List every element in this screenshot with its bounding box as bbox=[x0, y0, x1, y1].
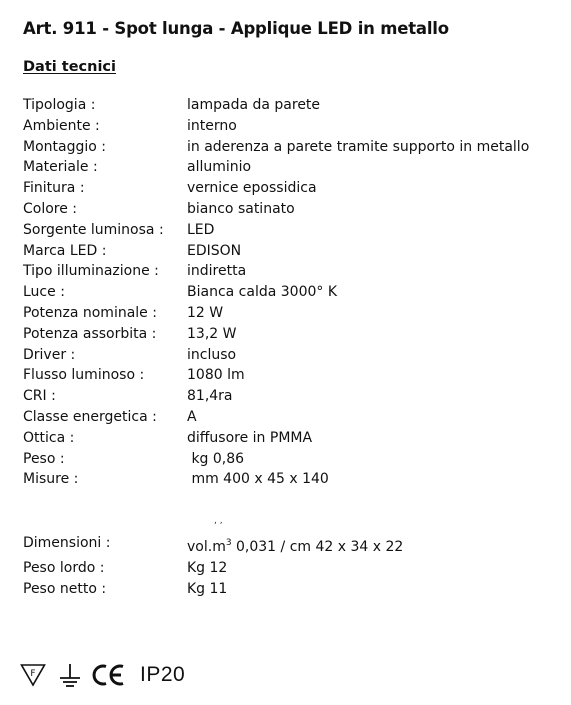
value-prefix: vol.m bbox=[187, 539, 226, 555]
spec-label: Sorgente luminosa : bbox=[23, 221, 164, 238]
spec-label: Flusso luminoso : bbox=[23, 367, 145, 384]
spec-row bbox=[23, 178, 529, 199]
spec-row bbox=[23, 220, 529, 241]
spec-label: CRI : bbox=[23, 388, 56, 405]
spec-value: kg 0,86 bbox=[187, 450, 245, 467]
spec-row bbox=[23, 157, 529, 178]
spec-row bbox=[23, 241, 529, 262]
spec-label: Materiale : bbox=[23, 159, 98, 176]
spec-label: Tipo illuminazione : bbox=[23, 263, 159, 280]
spec-row bbox=[23, 261, 529, 282]
spec-value: indiretta bbox=[187, 263, 247, 280]
spec-value: vernice epossidica bbox=[187, 180, 317, 197]
spec-row bbox=[23, 449, 529, 470]
spec-value: bianco satinato bbox=[187, 200, 295, 217]
svg-text:F: F bbox=[30, 669, 36, 679]
spec-label: Classe energetica : bbox=[23, 408, 157, 425]
spec-label: Peso : bbox=[23, 450, 65, 467]
spec-value: alluminio bbox=[187, 159, 252, 176]
spec-value: 81,4ra bbox=[187, 388, 233, 405]
spec-row bbox=[23, 428, 529, 449]
packaging-row-peso-netto bbox=[23, 579, 403, 600]
spec-label: Marca LED : bbox=[23, 242, 107, 259]
packaging-table bbox=[23, 533, 403, 599]
spec-label: Ottica : bbox=[23, 429, 75, 446]
spec-value: lampada da parete bbox=[187, 97, 321, 113]
spec-value: Kg 11 bbox=[187, 580, 228, 597]
spec-table bbox=[23, 95, 529, 490]
spec-row bbox=[23, 469, 529, 490]
spec-label: Ambiente : bbox=[23, 117, 100, 134]
value-suffix: 0,031 / cm 42 x 34 x 22 bbox=[231, 539, 404, 555]
spec-value: in aderenza a parete tramite supporto in metallo bbox=[187, 138, 530, 155]
spec-value: 13,2 W bbox=[187, 325, 237, 342]
value-superscript: 3 bbox=[225, 538, 232, 548]
spec-row bbox=[23, 386, 529, 407]
ip-rating: IP20 bbox=[140, 663, 186, 686]
spec-row bbox=[23, 199, 529, 220]
spec-value: interno bbox=[187, 117, 237, 134]
spec-value: mm 400 x 45 x 140 bbox=[187, 471, 329, 488]
page-title: Art. 911 - Spot lunga - Applique LED in metallo bbox=[23, 19, 449, 38]
packaging-row-peso-lordo bbox=[23, 558, 403, 579]
certification-marks bbox=[20, 658, 185, 692]
ce-mark-icon bbox=[92, 663, 126, 687]
spec-value: EDISON bbox=[187, 242, 242, 259]
packaging-row-dimensioni bbox=[23, 533, 403, 558]
spec-value: Kg 12 bbox=[187, 559, 228, 576]
spec-row bbox=[23, 345, 529, 366]
section-title: Dati tecnici bbox=[23, 59, 116, 75]
spec-label: Peso lordo : bbox=[23, 559, 105, 576]
spec-value: incluso bbox=[187, 346, 237, 363]
spec-label: Driver : bbox=[23, 346, 76, 363]
stray-mark: , , bbox=[214, 516, 223, 526]
spec-label: Tipologia : bbox=[23, 97, 96, 113]
spec-row bbox=[23, 137, 529, 158]
spec-row bbox=[23, 116, 529, 137]
spec-label: Montaggio : bbox=[23, 138, 106, 155]
spec-label: Luce : bbox=[23, 284, 65, 301]
spec-value bbox=[187, 533, 403, 558]
spec-label: Potenza assorbita : bbox=[23, 325, 157, 342]
spec-label: Colore : bbox=[23, 200, 78, 217]
spec-label: Peso netto : bbox=[23, 580, 107, 597]
spec-row bbox=[23, 407, 529, 428]
spec-label: Dimensioni : bbox=[23, 535, 111, 551]
spec-label: Misure : bbox=[23, 471, 79, 488]
spec-row bbox=[23, 324, 529, 345]
spec-row bbox=[23, 282, 529, 303]
f-mark-icon bbox=[20, 663, 46, 687]
spec-value: Bianca calda 3000° K bbox=[187, 284, 338, 301]
spec-label: Finitura : bbox=[23, 180, 85, 197]
spec-value: 12 W bbox=[187, 304, 224, 321]
spec-row bbox=[23, 95, 529, 116]
spec-row bbox=[23, 303, 529, 324]
spec-value: A bbox=[187, 408, 197, 425]
spec-label: Potenza nominale : bbox=[23, 304, 157, 321]
spec-value: diffusore in PMMA bbox=[187, 429, 313, 446]
spec-row bbox=[23, 365, 529, 386]
spec-value: LED bbox=[187, 221, 215, 238]
ground-symbol-icon bbox=[58, 660, 82, 690]
spec-value: 1080 lm bbox=[187, 367, 245, 384]
